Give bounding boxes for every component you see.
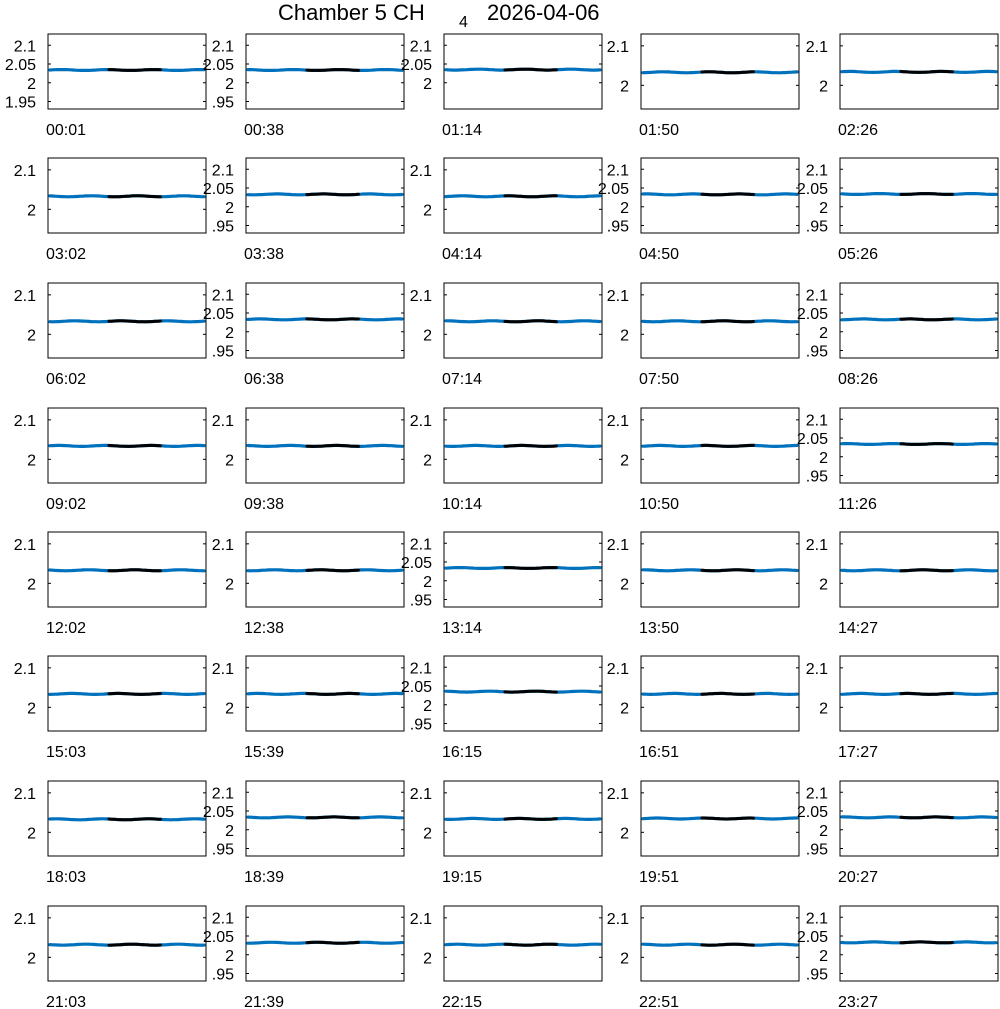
subplot-0902: [14, 408, 206, 513]
y-tick-label: 1.95: [4, 94, 36, 112]
fit-window-line: [901, 693, 952, 694]
subplot-1050: [607, 408, 799, 513]
subplot-time-label: 21:39: [244, 994, 285, 1009]
y-tick-label: 2.05: [400, 679, 432, 696]
fit-window-line: [109, 445, 160, 446]
y-tick-label: 2.1: [805, 785, 828, 803]
y-tick-label: 2.1: [805, 38, 828, 56]
y-tick-label: 2.1: [606, 910, 629, 928]
subplot-time-label: 04:50: [639, 246, 680, 263]
subplot-1539: [212, 656, 404, 761]
subplot-0414: [410, 158, 602, 263]
y-tick-label: 2: [620, 452, 629, 470]
subplot-time-label: 09:02: [46, 496, 87, 513]
y-tick-label: .95: [211, 94, 234, 112]
y-tick-label: 2.05: [202, 929, 234, 946]
y-tick-label: 2.1: [606, 287, 629, 305]
subplot-time-label: 21:03: [46, 994, 87, 1009]
y-tick-label: .95: [805, 218, 828, 236]
fit-window-line: [702, 321, 753, 322]
subplot-time-label: 15:39: [244, 744, 285, 761]
fit-window-line: [307, 817, 358, 818]
y-tick-label: 2.1: [606, 536, 629, 554]
subplot-time-label: 00:38: [244, 122, 285, 139]
y-tick-label: .95: [211, 343, 234, 361]
y-tick-label: 2.1: [211, 660, 234, 678]
y-tick-label: 2: [423, 697, 432, 715]
y-tick-label: .95: [211, 966, 234, 984]
y-tick-label: 2.1: [805, 660, 828, 678]
y-tick-label: 2: [423, 75, 432, 93]
subplot-time-label: 07:50: [639, 371, 680, 388]
y-tick-label: 2: [27, 576, 36, 594]
y-tick-label: 2.05: [796, 804, 828, 821]
axes-box: [444, 34, 602, 109]
subplot-time-label: 07:14: [442, 371, 483, 388]
y-tick-label: 2.05: [202, 181, 234, 198]
fit-window-line: [109, 70, 160, 71]
subplot-2251: [607, 906, 799, 1009]
y-tick-label: 2: [27, 452, 36, 470]
fit-window-line: [505, 818, 556, 819]
y-tick-label: 2: [423, 573, 432, 591]
y-tick-label: 2.1: [211, 785, 234, 803]
fit-window-line: [505, 445, 556, 446]
subplot-time-label: 16:15: [442, 744, 483, 761]
fit-window-line: [109, 196, 160, 197]
y-tick-label: 2.05: [202, 57, 234, 74]
fit-window-line: [505, 196, 556, 197]
subplot-time-label: 09:38: [244, 496, 285, 513]
subplot-0638: [203, 283, 404, 388]
subplot-time-label: 12:38: [244, 620, 285, 637]
subplot-0114: [401, 34, 602, 139]
y-tick-label: 2: [423, 452, 432, 470]
y-tick-label: 2.1: [805, 412, 828, 430]
subplot-0526: [797, 158, 998, 263]
fit-window-line: [109, 693, 160, 694]
subplot-0226: [806, 34, 998, 139]
y-tick-label: .95: [805, 343, 828, 361]
subplot-time-label: 18:03: [46, 869, 87, 886]
subplot-0038: [203, 34, 404, 139]
y-tick-label: 2.05: [796, 929, 828, 946]
subplot-0938: [212, 408, 404, 513]
y-tick-label: 2: [819, 324, 828, 342]
fit-window-line: [505, 691, 556, 692]
y-tick-label: 2.05: [796, 431, 828, 448]
subplot-1314: [401, 532, 602, 637]
subplot-time-label: 01:50: [639, 122, 680, 139]
y-tick-label: 2.05: [796, 181, 828, 198]
y-tick-label: 2.1: [211, 910, 234, 928]
fit-window-line: [901, 194, 952, 195]
y-tick-label: 2: [819, 449, 828, 467]
subplot-1238: [212, 532, 404, 637]
fit-window-line: [109, 819, 160, 820]
fit-window-line: [109, 570, 160, 571]
subplot-time-label: 14:27: [838, 620, 879, 637]
subplot-1427: [806, 532, 998, 637]
fit-window-line: [307, 570, 358, 571]
fit-window-line: [702, 445, 753, 446]
subplot-0714: [410, 283, 602, 388]
y-tick-label: 2.1: [13, 660, 36, 678]
subplot-1651: [607, 656, 799, 761]
y-tick-label: 2: [423, 327, 432, 345]
fit-window-line: [505, 321, 556, 322]
fit-window-line: [505, 568, 556, 569]
y-tick-label: 2.1: [211, 536, 234, 554]
y-tick-label: 2: [27, 202, 36, 220]
subplot-time-label: 06:02: [46, 371, 87, 388]
subplot-2327: [797, 906, 998, 1009]
subplot-1126: [797, 408, 998, 513]
y-tick-label: 2.1: [13, 287, 36, 305]
subplot-time-label: 00:01: [46, 122, 87, 139]
subplot-0602: [14, 283, 206, 388]
y-tick-label: 2: [819, 947, 828, 965]
fit-window-line: [109, 944, 160, 945]
y-tick-label: 2.1: [805, 287, 828, 305]
y-tick-label: 2: [819, 822, 828, 840]
subplot-time-label: 22:15: [442, 994, 483, 1009]
y-tick-label: 2: [819, 576, 828, 594]
fit-window-line: [307, 70, 358, 71]
fit-window-line: [901, 71, 952, 72]
y-tick-label: .95: [211, 841, 234, 859]
subplot-1803: [14, 781, 206, 886]
subplot-1727: [806, 656, 998, 761]
fit-window-line: [702, 194, 753, 195]
fit-window-line: [505, 944, 556, 945]
subplot-time-label: 08:26: [838, 371, 879, 388]
y-tick-label: 2: [225, 199, 234, 217]
fit-window-line: [901, 942, 952, 943]
y-tick-label: 2: [423, 202, 432, 220]
subplot-1951: [607, 781, 799, 886]
fit-window-line: [702, 570, 753, 571]
y-tick-label: 2: [620, 327, 629, 345]
subplot-time-label: 19:15: [442, 869, 483, 886]
fit-window-line: [702, 818, 753, 819]
subplot-2103: [14, 906, 206, 1009]
subplot-time-label: 19:51: [639, 869, 680, 886]
y-tick-label: 2.1: [606, 38, 629, 56]
subplot-1503: [14, 656, 206, 761]
y-tick-label: 2: [27, 950, 36, 968]
y-tick-label: 2.1: [13, 38, 36, 56]
subplot-time-label: 23:27: [838, 994, 879, 1009]
y-tick-label: 2.1: [13, 162, 36, 180]
fit-window-line: [307, 693, 358, 694]
fit-window-line: [702, 944, 753, 945]
y-tick-label: 2: [620, 950, 629, 968]
subplot-time-label: 13:14: [442, 620, 483, 637]
y-tick-label: 2.1: [606, 785, 629, 803]
subplot-1350: [607, 532, 799, 637]
y-tick-label: 2.1: [211, 162, 234, 180]
subplot-1915: [410, 781, 602, 886]
y-tick-label: 2.05: [400, 57, 432, 74]
subplot-time-label: 11:26: [838, 496, 877, 513]
subplot-time-label: 03:02: [46, 246, 87, 263]
fit-window-line: [901, 444, 952, 445]
subplot-time-label: 03:38: [244, 246, 285, 263]
subplot-time-label: 02:26: [838, 122, 879, 139]
y-tick-label: 2: [27, 75, 36, 93]
y-tick-label: 2: [423, 950, 432, 968]
y-tick-label: 2: [225, 700, 234, 718]
subplot-0338: [203, 158, 404, 263]
y-tick-label: 2.1: [606, 162, 629, 180]
y-tick-label: 2.1: [409, 287, 432, 305]
subplot-time-label: 18:39: [244, 869, 285, 886]
y-tick-label: 2.1: [805, 162, 828, 180]
subplot-0001: [5, 34, 206, 139]
title-subscript: 4: [459, 14, 468, 31]
y-tick-label: .95: [409, 592, 432, 610]
y-tick-label: 2.1: [409, 38, 432, 56]
y-tick-label: 2: [225, 576, 234, 594]
fit-window-line: [109, 321, 160, 322]
title-date: 2026-04-06: [487, 0, 600, 25]
subplot-0150: [607, 34, 799, 139]
subplot-time-label: 22:51: [639, 994, 680, 1009]
y-tick-label: 2.1: [606, 660, 629, 678]
subplot-time-label: 10:14: [442, 496, 483, 513]
subplot-2027: [797, 781, 998, 886]
y-tick-label: 2.05: [597, 181, 629, 198]
y-tick-label: 2: [423, 825, 432, 843]
y-tick-label: 2: [225, 822, 234, 840]
y-tick-label: .95: [805, 966, 828, 984]
y-tick-label: 2.1: [211, 287, 234, 305]
fit-window-line: [901, 319, 952, 320]
y-tick-label: 2.1: [13, 412, 36, 430]
y-tick-label: 2: [819, 78, 828, 96]
y-tick-label: .95: [805, 468, 828, 486]
y-tick-label: 2.1: [13, 910, 36, 928]
subplot-2139: [203, 906, 404, 1009]
subplot-time-label: 01:14: [442, 122, 483, 139]
subplot-1615: [401, 656, 602, 761]
subplot-time-label: 12:02: [46, 620, 87, 637]
subplot-2215: [410, 906, 602, 1009]
fit-window-line: [702, 693, 753, 694]
fit-window-line: [307, 942, 358, 943]
subplot-0826: [797, 283, 998, 388]
y-tick-label: 2.1: [409, 412, 432, 430]
y-tick-label: 2.1: [13, 536, 36, 554]
fit-window-line: [307, 445, 358, 446]
y-tick-label: 2.1: [13, 785, 36, 803]
y-tick-label: 2: [225, 75, 234, 93]
fit-window-line: [901, 570, 952, 571]
y-tick-label: 2: [27, 327, 36, 345]
y-tick-label: 2: [819, 700, 828, 718]
y-tick-label: 2.05: [202, 306, 234, 323]
subplot-time-label: 05:26: [838, 246, 879, 263]
y-tick-label: 2: [225, 324, 234, 342]
subplot-1014: [410, 408, 602, 513]
y-tick-label: .95: [409, 716, 432, 734]
subplot-1839: [203, 781, 404, 886]
fit-window-line: [505, 69, 556, 70]
subplot-time-label: 04:14: [442, 246, 483, 263]
y-tick-label: 2.1: [606, 412, 629, 430]
subplot-0450: [598, 158, 799, 263]
subplot-0750: [607, 283, 799, 388]
y-tick-label: 2: [620, 78, 629, 96]
subplot-time-label: 16:51: [639, 744, 680, 761]
y-tick-label: 2.1: [409, 910, 432, 928]
y-tick-label: .95: [211, 218, 234, 236]
y-tick-label: 2: [225, 452, 234, 470]
y-tick-label: 2.05: [400, 555, 432, 572]
title-text: Chamber 5 CH: [278, 0, 425, 25]
y-tick-label: 2.1: [211, 412, 234, 430]
y-tick-label: 2.1: [409, 536, 432, 554]
y-tick-label: .95: [805, 841, 828, 859]
subplot-0302: [14, 158, 206, 263]
y-tick-label: 2.1: [409, 162, 432, 180]
y-tick-label: 2: [225, 947, 234, 965]
y-tick-label: 2: [620, 576, 629, 594]
y-tick-label: 2.1: [211, 38, 234, 56]
fit-window-line: [901, 817, 952, 818]
y-tick-label: 2.05: [796, 306, 828, 323]
y-tick-label: .95: [606, 218, 629, 236]
y-tick-label: 2.1: [805, 910, 828, 928]
subplot-time-label: 06:38: [244, 371, 285, 388]
subplot-time-label: 13:50: [639, 620, 680, 637]
y-tick-label: 2.1: [805, 536, 828, 554]
subplot-time-label: 20:27: [838, 869, 879, 886]
fit-window-line: [307, 194, 358, 195]
y-tick-label: 2: [27, 700, 36, 718]
y-tick-label: 2.05: [4, 57, 36, 74]
subplot-time-label: 17:27: [838, 744, 879, 761]
y-tick-label: 2: [620, 825, 629, 843]
fit-window-line: [702, 72, 753, 73]
y-tick-label: 2: [819, 199, 828, 217]
y-tick-label: 2.1: [409, 660, 432, 678]
fit-window-line: [307, 319, 358, 320]
subplot-time-label: 10:50: [639, 496, 680, 513]
y-tick-label: 2.05: [202, 804, 234, 821]
subplot-time-label: 15:03: [46, 744, 87, 761]
y-tick-label: 2: [620, 700, 629, 718]
y-tick-label: 2: [27, 825, 36, 843]
y-tick-label: 2.1: [409, 785, 432, 803]
subplot-1202: [14, 532, 206, 637]
y-tick-label: 2: [620, 199, 629, 217]
